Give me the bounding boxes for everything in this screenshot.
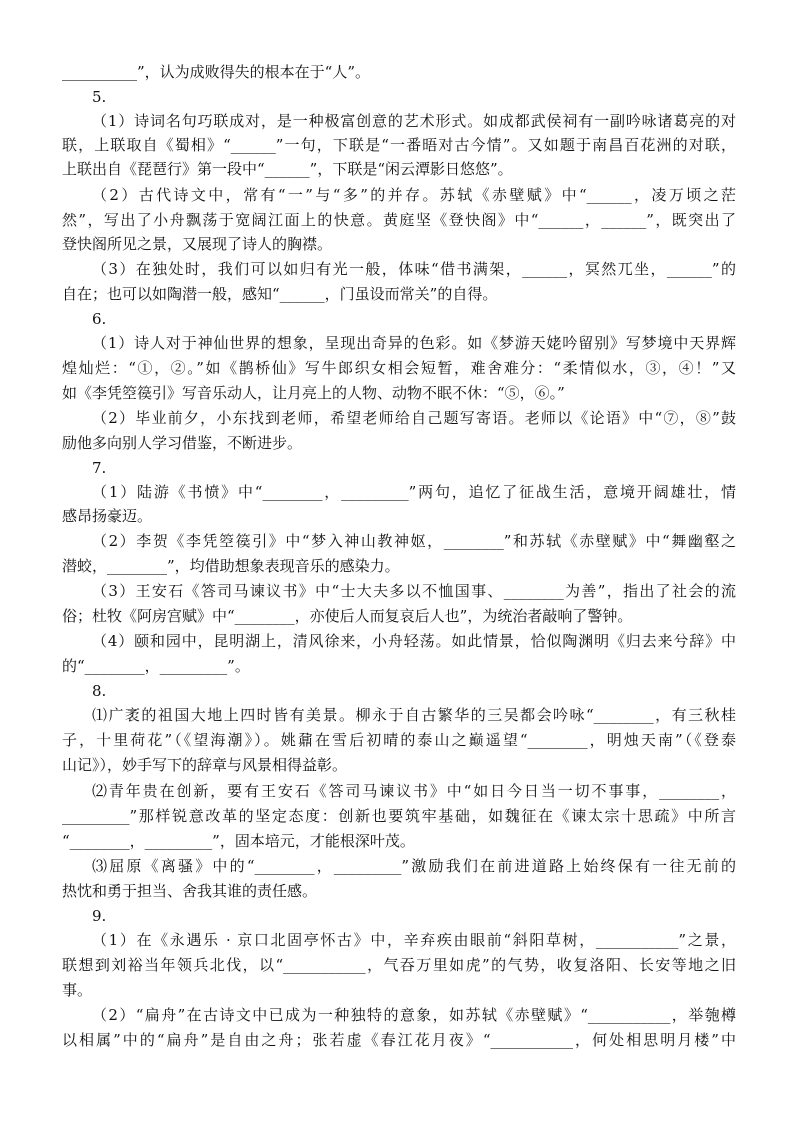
text-line: （1）陆游《书愤》中“________，_________”两句，追忆了征战生活，意境开阔雄壮，情	[92, 483, 736, 501]
text-line: 上联出自《琵琶行》第一段中“______”，下联是“闲云潭影日悠悠”。	[62, 160, 513, 178]
text-line: （2）李贺《李凭箜篌引》中“梦入神山教神妪，________”和苏轼《赤壁赋》中“舞幽壑之	[92, 532, 736, 550]
text-line: 山记》），妙手写下的辞章与风景相得益彰。	[62, 756, 348, 774]
question-number: 7.	[92, 459, 107, 477]
text-line: 联想到刘裕当年领兵北伐，以“___________，气吞万里如虎”的气势，收复洛阳、长安等地之旧	[62, 956, 736, 974]
text-line: 以相属”中的“扁舟”是自由之舟；张若虚《春江花月夜》“___________，何处相思明月楼”中	[62, 1031, 736, 1049]
text-line: （2）毕业前夕，小东找到老师，希望老师给自己题写寄语。老师以《论语》中“⑦，⑧”鼓	[92, 409, 736, 427]
text-line: 子，十里荷花”（《望海潮》）。姚鼐在雪后初晴的泰山之巅遥望“________，明烛天南”（《登泰	[62, 731, 736, 749]
text-line: ⑴广袤的祖国大地上四时皆有美景。柳永于自古繁华的三吴都会吟咏“________，有三秋桂	[92, 706, 736, 724]
question-number: 8.	[92, 682, 107, 700]
text-line: 潜蛟，________”，均借助想象表现音乐的感染力。	[62, 557, 400, 575]
text-line: 事。	[62, 981, 93, 999]
text-line: （4）颐和园中，昆明湖上，清风徐来，小舟轻荡。如此情景，恰似陶渊明《归去来兮辞》中	[92, 632, 736, 650]
text-line: _________”那样锐意改革的坚定态度：创新也要筑牢基础，如魏征在《谏太宗十思疏》中所言	[62, 807, 736, 825]
text-line: （3）王安石《答司马谏议书》中“士大夫多以不恤国事、________为善”，指出了社会的流	[92, 582, 736, 600]
text-line: __________”，认为成败得失的根本在于“人”。	[62, 63, 371, 81]
text-line: 然”，写出了小舟飘荡于宽阔江面上的快意。黄庭坚《登快阁》中“______，______”，既突出了	[62, 211, 736, 229]
text-line: 感昂扬豪迈。	[62, 507, 153, 525]
text-line: ⑵青年贵在创新，要有王安石《答司马谏议书》中“如日今日当一切不事事，________，	[92, 782, 736, 800]
text-line: 俗；杜牧《阿房宫赋》中“________，亦使后人而复哀后人也”，为统治者敲响了警钟。	[62, 607, 633, 625]
question-number: 6.	[92, 310, 107, 328]
question-number: 9.	[92, 907, 107, 925]
text-line: “________，_________”，固本培元，才能根深叶茂。	[62, 832, 415, 850]
text-line: 热忱和勇于担当、舍我其谁的责任感。	[62, 882, 318, 900]
question-number: 5.	[92, 88, 107, 106]
text-line: （3）在独处时，我们可以如归有光一般，体味“借书满架，______，冥然兀坐，______”的	[92, 260, 736, 278]
text-line: 自在；也可以如陶潜一般，感知“______，门虽设而常关”的自得。	[62, 285, 498, 303]
text-line: ⑶屈原《离骚》中的“________，_________”激励我们在前进道路上始终保有一往无前的	[92, 857, 736, 875]
text-line: 如《李凭箜篌引》写音乐动人，让月亮上的人物、动物不眠不休：“⑤，⑥。”	[62, 384, 565, 402]
text-line: （2）“扁舟”在古诗文中已成为一种独特的意象，如苏轼《赤壁赋》“___________，举匏樽	[92, 1006, 736, 1024]
text-line: 煌灿烂：“①，②。”如《鹊桥仙》写牛郎织女相会短暂，难舍难分：“柔情似水，③，④！”又	[62, 359, 736, 377]
text-line: （1）诗词名句巧联成对，是一种极富创意的艺术形式。如成都武侯祠有一副吟咏诸葛亮的对	[92, 112, 736, 130]
text-line: 励他多向别人学习借鉴，不断进步。	[62, 434, 303, 452]
text-line: （2）古代诗文中，常有“一”与“多”的并存。苏轼《赤壁赋》中“______，凌万顷之茫	[92, 186, 736, 204]
text-line: 的“________，_________”。	[62, 657, 250, 675]
text-line: （1）在《永遇乐 · 京口北固亭怀古》中，辛弃疾由眼前“斜阳草树，___________”之景，	[92, 931, 736, 949]
text-line: 联，上联取自《蜀相》“______”一句，下联是“一番晤对古今情”。又如题于南昌百花洲的对联，	[62, 136, 736, 154]
text-line: 登快阁所见之景，又展现了诗人的胸襟。	[62, 235, 333, 253]
text-line: （1）诗人对于神仙世界的想象，呈现出奇异的色彩。如《梦游天姥吟留别》写梦境中天界辉	[92, 334, 736, 352]
